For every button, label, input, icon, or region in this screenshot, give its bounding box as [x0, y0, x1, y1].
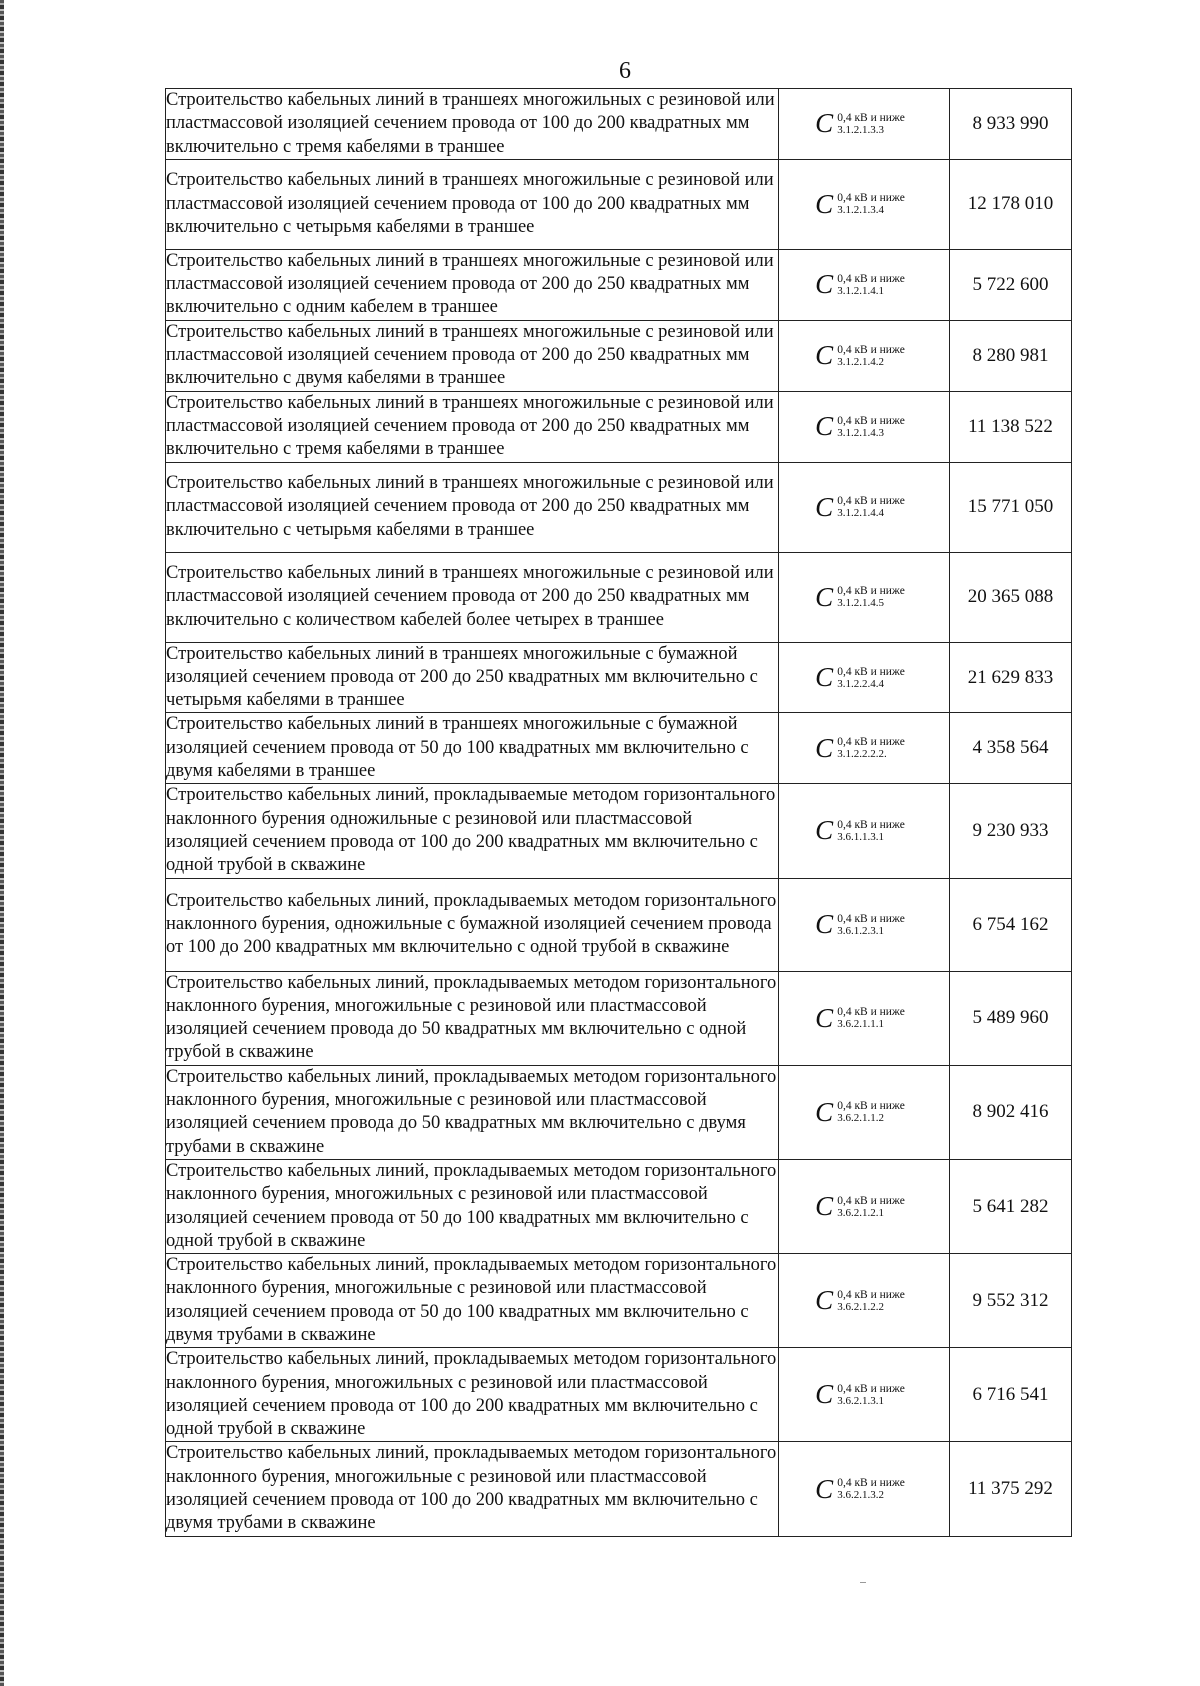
row-code — [779, 664, 949, 691]
code-symbol: C — [815, 662, 834, 692]
code-text — [837, 112, 905, 136]
code-voltage: 0,4 кВ и ниже — [837, 736, 905, 749]
row-code-cell — [779, 878, 950, 971]
code-voltage: 0,4 кВ и ниже — [837, 495, 905, 508]
table-row — [166, 1442, 1072, 1536]
row-code — [779, 271, 949, 298]
code-voltage: 0,4 кВ и ниже — [837, 1477, 905, 1490]
code-number: 3.1.2.1.3.3 — [837, 123, 884, 136]
row-description: Строительство кабельных линий в траншеях многожильные с резиновой или пластмассовой изоляцией сечением провода от 200 до 250 квадратных мм включительно с двумя кабелями в траншее — [166, 320, 779, 391]
row-description: Строительство кабельных линий в траншеях многожильные с бумажной изоляцией сечением провода от 200 до 250 квадратных мм включительно с четырьмя кабелями в траншее — [166, 642, 779, 713]
row-code-cell — [779, 784, 950, 878]
row-code-cell — [779, 1442, 950, 1536]
code-symbol: C — [815, 1379, 834, 1410]
row-value: 11 375 292 — [950, 1442, 1072, 1536]
code-voltage: 0,4 кВ и ниже — [837, 818, 905, 831]
row-value: 8 902 416 — [950, 1065, 1072, 1159]
scan-speck — [860, 1582, 866, 1583]
code-voltage: 0,4 кВ и ниже — [837, 1382, 905, 1395]
code-symbol: C — [815, 1191, 834, 1221]
code-text — [837, 736, 905, 760]
code-text — [837, 344, 905, 368]
row-value: 12 178 010 — [950, 159, 1072, 249]
code-voltage: 0,4 кВ и ниже — [837, 343, 905, 356]
row-code — [779, 342, 949, 369]
code-number: 3.6.1.1.3.1 — [837, 830, 884, 843]
row-code-cell — [779, 1159, 950, 1253]
code-symbol: C — [815, 909, 834, 940]
row-code-cell — [779, 89, 950, 160]
table-row — [166, 320, 1072, 391]
row-description: Строительство кабельных линий, прокладываемых методом горизонтального наклонного бурения, многожильных с резиновой или пластмассовой изоляцией сечением провода от 50 до 100 квадратных мм включительно с одной трубой в скважине — [166, 1159, 779, 1253]
row-code — [779, 491, 949, 522]
code-voltage: 0,4 кВ и ниже — [837, 414, 905, 427]
row-value: 15 771 050 — [950, 462, 1072, 552]
row-description: Строительство кабельных линий, прокладываемых методом горизонтального наклонного бурения, многожильные с резиновой или пластмассовой изоляцией сечением провода до 50 квадратных мм включительно с двумя трубами в скважине — [166, 1065, 779, 1159]
row-description: Строительство кабельных линий, прокладываемых методом горизонтального наклонного бурения, многожильные с резиновой или пластмассовой изоляцией сечением провода от 100 до 200 квадратных мм включительно с двумя трубами в скважине — [166, 1442, 779, 1536]
row-value: 21 629 833 — [950, 642, 1072, 713]
row-value: 8 933 990 — [950, 89, 1072, 160]
code-symbol: C — [815, 581, 834, 612]
row-code — [779, 817, 949, 844]
code-text — [837, 415, 905, 439]
code-symbol: C — [815, 491, 834, 522]
code-symbol: C — [815, 732, 834, 763]
row-code — [779, 1473, 949, 1504]
row-value: 4 358 564 — [950, 713, 1072, 784]
table-row — [166, 1348, 1072, 1442]
code-symbol: C — [815, 1002, 834, 1033]
code-text — [837, 819, 905, 843]
table-row — [166, 971, 1072, 1065]
code-number: 3.6.2.1.1.1 — [837, 1018, 884, 1031]
rates-table-body — [166, 89, 1072, 1537]
code-text — [837, 585, 905, 609]
row-description: Строительство кабельных линий, прокладываемых методом горизонтального наклонного бурения, многожильные с резиновой или пластмассовой изоляцией сечением провода до 50 квадратных мм включительно с одной трубой в скважине — [166, 971, 779, 1065]
table-row — [166, 642, 1072, 713]
row-value: 6 716 541 — [950, 1348, 1072, 1442]
code-number: 3.1.2.1.4.5 — [837, 597, 884, 610]
code-symbol: C — [815, 1096, 834, 1127]
code-text — [837, 1006, 905, 1030]
row-code-cell — [779, 1065, 950, 1159]
code-symbol: C — [815, 815, 834, 846]
row-value: 5 641 282 — [950, 1159, 1072, 1253]
row-code — [779, 1193, 949, 1220]
row-value: 20 365 088 — [950, 552, 1072, 642]
table-row — [166, 462, 1072, 552]
code-text — [837, 1477, 905, 1501]
table-row — [166, 89, 1072, 160]
row-value: 11 138 522 — [950, 391, 1072, 462]
row-value: 6 754 162 — [950, 878, 1072, 971]
code-voltage: 0,4 кВ и ниже — [837, 192, 905, 205]
table-row — [166, 784, 1072, 878]
rates-table — [165, 88, 1072, 1537]
code-voltage: 0,4 кВ и ниже — [837, 1194, 905, 1207]
page-number: 6 — [619, 58, 631, 84]
row-description: Строительство кабельных линий в траншеях многожильные с резиновой или пластмассовой изоляцией сечением провода от 100 до 200 квадратных мм включительно с четырьмя кабелями в траншее — [166, 159, 779, 249]
code-voltage: 0,4 кВ и ниже — [837, 585, 905, 598]
row-description: Строительство кабельных линий в траншеях многожильные с резиновой или пластмассовой изоляцией сечением провода от 200 до 250 квадратных мм включительно с количеством кабелей более четырех в траншее — [166, 552, 779, 642]
row-code — [779, 413, 949, 440]
row-description: Строительство кабельных линий в траншеях многожильные с резиновой или пластмассовой изоляцией сечением провода от 200 до 250 квадратных мм включительно с тремя кабелями в траншее — [166, 391, 779, 462]
code-number: 3.6.2.1.2.1 — [837, 1206, 884, 1219]
row-code-cell — [779, 159, 950, 249]
table-row — [166, 1254, 1072, 1348]
row-description: Строительство кабельных линий в траншеях многожильных с резиновой или пластмассовой изоляцией сечением провода от 100 до 200 квадратных мм включительно с тремя кабелями в траншее — [166, 89, 779, 160]
row-code — [779, 1287, 949, 1314]
table-row — [166, 1159, 1072, 1253]
code-text — [837, 1100, 905, 1124]
table-row — [166, 391, 1072, 462]
code-text — [837, 192, 905, 216]
code-symbol: C — [815, 269, 834, 300]
row-code-cell — [779, 249, 950, 320]
code-voltage: 0,4 кВ и ниже — [837, 1006, 905, 1019]
table-row — [166, 878, 1072, 971]
code-number: 3.1.2.1.4.1 — [837, 284, 884, 297]
row-description: Строительство кабельных линий, прокладываемые методом горизонтального наклонного бурения одножильные с резиновой или пластмассовой изоляцией сечением провода от 100 до 200 квадратных мм включительно с одной трубой в скважине — [166, 784, 779, 878]
row-code — [779, 1002, 949, 1033]
code-number: 3.6.2.1.1.2 — [837, 1112, 884, 1125]
row-code — [779, 1096, 949, 1127]
row-code — [779, 911, 949, 938]
code-number: 3.1.2.1.4.2 — [837, 355, 884, 368]
row-value: 5 722 600 — [950, 249, 1072, 320]
row-code-cell — [779, 1254, 950, 1348]
row-code-cell — [779, 713, 950, 784]
code-symbol: C — [815, 340, 834, 371]
row-description: Строительство кабельных линий, прокладываемых методом горизонтального наклонного бурения, одножильные с бумажной изоляцией сечением провода от 100 до 200 квадратных мм включительно с одной трубой в скважине — [166, 878, 779, 971]
code-number: 3.6.2.1.3.2 — [837, 1489, 884, 1502]
code-number: 3.1.2.2.2.2. — [837, 748, 887, 761]
row-value: 8 280 981 — [950, 320, 1072, 391]
row-value: 5 489 960 — [950, 971, 1072, 1065]
table-row — [166, 552, 1072, 642]
scan-edge — [0, 0, 4, 1686]
code-number: 3.6.2.1.2.2 — [837, 1300, 884, 1313]
code-voltage: 0,4 кВ и ниже — [837, 665, 905, 678]
code-number: 3.1.2.1.4.3 — [837, 426, 884, 439]
code-number: 3.1.2.1.4.4 — [837, 507, 884, 520]
table-row — [166, 1065, 1072, 1159]
table-row — [166, 713, 1072, 784]
code-voltage: 0,4 кВ и ниже — [837, 1100, 905, 1113]
code-text — [837, 1195, 905, 1219]
code-number: 3.6.2.1.3.1 — [837, 1394, 884, 1407]
row-value: 9 230 933 — [950, 784, 1072, 878]
code-number: 3.6.1.2.3.1 — [837, 924, 884, 937]
table-row — [166, 249, 1072, 320]
row-code-cell — [779, 552, 950, 642]
code-symbol: C — [815, 411, 834, 442]
code-voltage: 0,4 кВ и ниже — [837, 111, 905, 124]
row-code-cell — [779, 391, 950, 462]
row-code-cell — [779, 642, 950, 713]
code-voltage: 0,4 кВ и ниже — [837, 272, 905, 285]
code-text — [837, 1289, 905, 1313]
row-description: Строительство кабельных линий в траншеях многожильные с бумажной изоляцией сечением провода от 50 до 100 квадратных мм включительно с двумя кабелями в траншее — [166, 713, 779, 784]
row-value: 9 552 312 — [950, 1254, 1072, 1348]
code-text — [837, 913, 905, 937]
code-number: 3.1.2.2.4.4 — [837, 677, 884, 690]
row-code-cell — [779, 462, 950, 552]
table-row — [166, 159, 1072, 249]
code-text — [837, 273, 905, 297]
row-code-cell — [779, 971, 950, 1065]
row-code — [779, 110, 949, 137]
code-voltage: 0,4 кВ и ниже — [837, 912, 905, 925]
code-text — [837, 495, 905, 519]
row-code — [779, 732, 949, 763]
code-symbol: C — [815, 1285, 834, 1316]
row-code-cell — [779, 1348, 950, 1442]
row-description: Строительство кабельных линий в траншеях многожильные с резиновой или пластмассовой изоляцией сечением провода от 200 до 250 квадратных мм включительно с одним кабелем в траншее — [166, 249, 779, 320]
code-symbol: C — [815, 1473, 834, 1504]
code-text — [837, 1383, 905, 1407]
row-code — [779, 188, 949, 219]
code-text — [837, 666, 905, 690]
row-description: Строительство кабельных линий, прокладываемых методом горизонтального наклонного бурения, многожильные с резиновой или пластмассовой изоляцией сечением провода от 50 до 100 квадратных мм включительно с двумя трубами в скважине — [166, 1254, 779, 1348]
code-number: 3.1.2.1.3.4 — [837, 204, 884, 217]
row-description: Строительство кабельных линий в траншеях многожильные с резиновой или пластмассовой изоляцией сечением провода от 200 до 250 квадратных мм включительно с четырьмя кабелями в траншее — [166, 462, 779, 552]
row-code — [779, 1381, 949, 1408]
code-voltage: 0,4 кВ и ниже — [837, 1288, 905, 1301]
code-symbol: C — [815, 188, 834, 219]
row-code-cell — [779, 320, 950, 391]
row-code — [779, 581, 949, 612]
row-description: Строительство кабельных линий, прокладываемых методом горизонтального наклонного бурения, многожильных с резиновой или пластмассовой изоляцией сечением провода от 100 до 200 квадратных мм включительно с одной трубой в скважине — [166, 1348, 779, 1442]
code-symbol: C — [815, 108, 834, 139]
